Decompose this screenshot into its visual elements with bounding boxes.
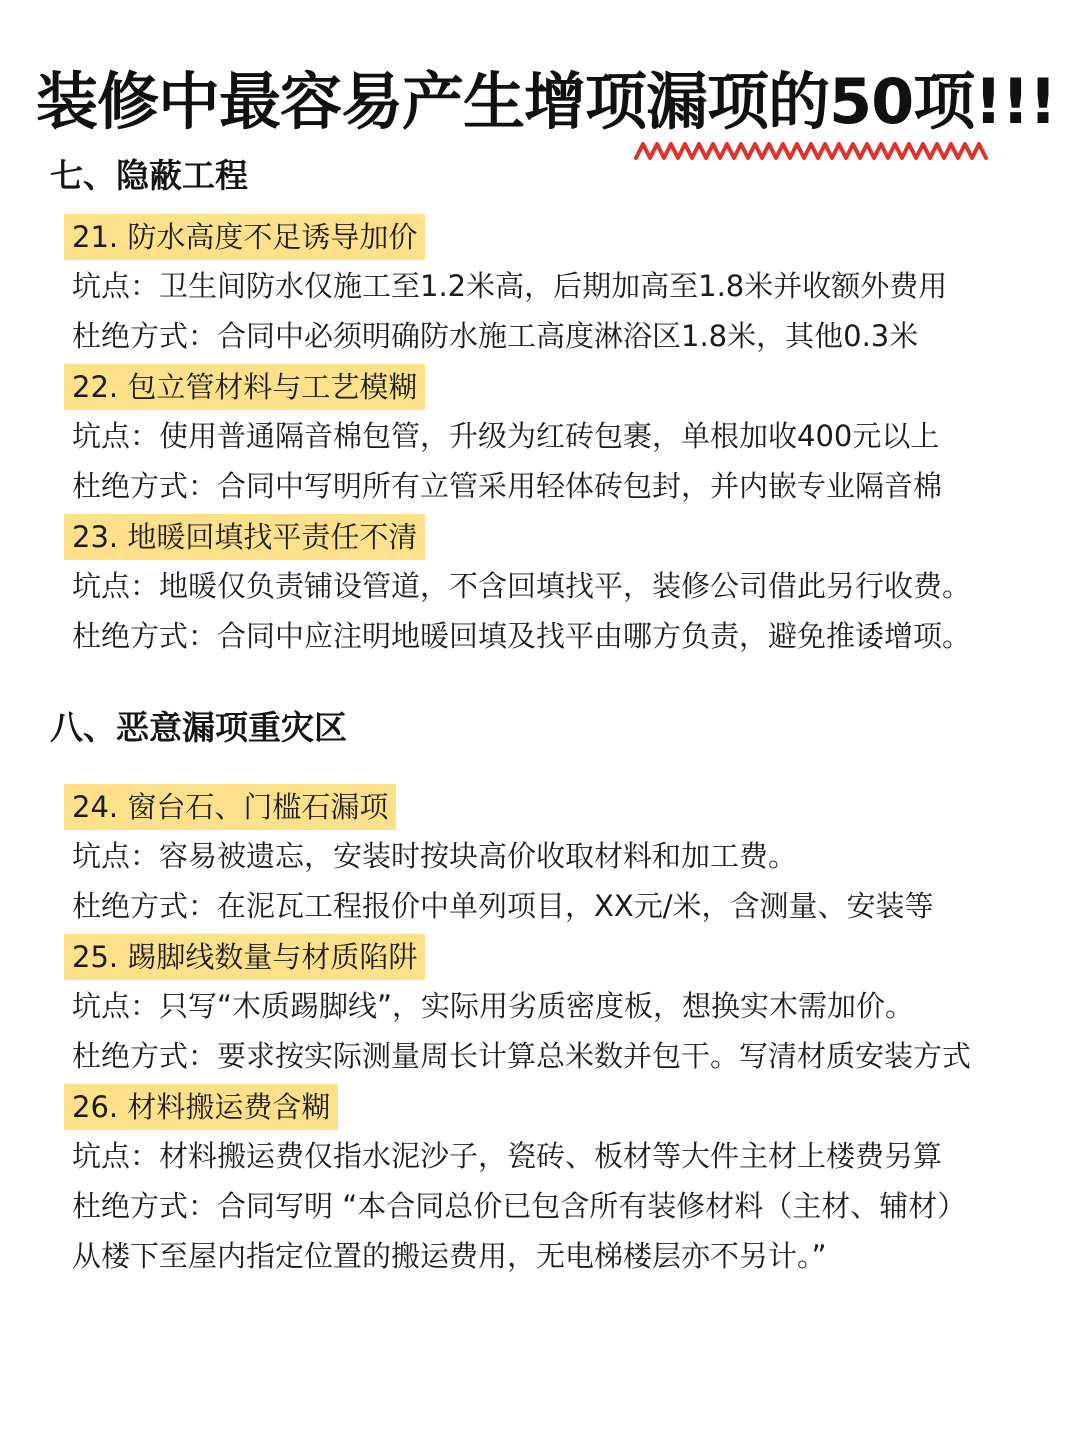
page-title: 装修中最容易产生增项漏项的50项!!! [36,65,1057,138]
item-solution-21: 杜绝方式：合同中必须明确防水施工高度淋浴区1.8米，其他0.3米 [72,319,919,353]
item-solution-24: 杜绝方式：在泥瓦工程报价中单列项目，XX元/米，含测量、安装等 [72,889,934,923]
item-title-24: 24. 窗台石、门槛石漏项 [64,784,396,830]
item-solution-22: 杜绝方式：合同中写明所有立管采用轻体砖包封，并内嵌专业隔音棉 [72,469,943,503]
item-title-23: 23. 地暖回填找平责任不清 [64,514,425,560]
item-solution-23: 杜绝方式：合同中应注明地暖回填及找平由哪方负责，避免推诿增项。 [72,619,972,653]
item-pitfall-24: 坑点：容易被遗忘，安装时按块高价收取材料和加工费。 [72,839,798,873]
item-title-22: 22. 包立管材料与工艺模糊 [64,364,425,410]
item-title-26: 26. 材料搬运费含糊 [64,1084,338,1130]
item-pitfall-23: 坑点：地暖仅负责铺设管道，不含回填找平，装修公司借此另行收费。 [72,569,972,603]
item-pitfall-22: 坑点：使用普通隔音棉包管，升级为红砖包裹，单根加收400元以上 [72,419,940,453]
item-solution-26-continued: 从楼下至屋内指定位置的搬运费用，无电梯楼层亦不另计。” [72,1239,827,1273]
item-solution-26: 杜绝方式：合同写明 “本合同总价已包含所有装修材料（主材、辅材） [72,1189,967,1223]
item-solution-25: 杜绝方式：要求按实际测量周长计算总米数并包干。写清材质安装方式 [72,1039,972,1073]
item-title-25: 25. 踢脚线数量与材质陷阱 [64,934,425,980]
item-title-21: 21. 防水高度不足诱导加价 [64,214,425,260]
item-pitfall-26: 坑点：材料搬运费仅指水泥沙子，瓷砖、板材等大件主材上楼费另算 [72,1139,943,1173]
red-squiggle-underline [634,138,990,164]
item-pitfall-25: 坑点：只写“木质踢脚线”，实际用劣质密度板，想换实木需加价。 [72,989,915,1023]
section-heading-hidden-works: 七、隐蔽工程 [50,156,248,195]
item-pitfall-21: 坑点：卫生间防水仅施工至1.2米高，后期加高至1.8米并收额外费用 [72,269,948,303]
section-heading-malicious-omissions: 八、恶意漏项重灾区 [50,708,347,747]
